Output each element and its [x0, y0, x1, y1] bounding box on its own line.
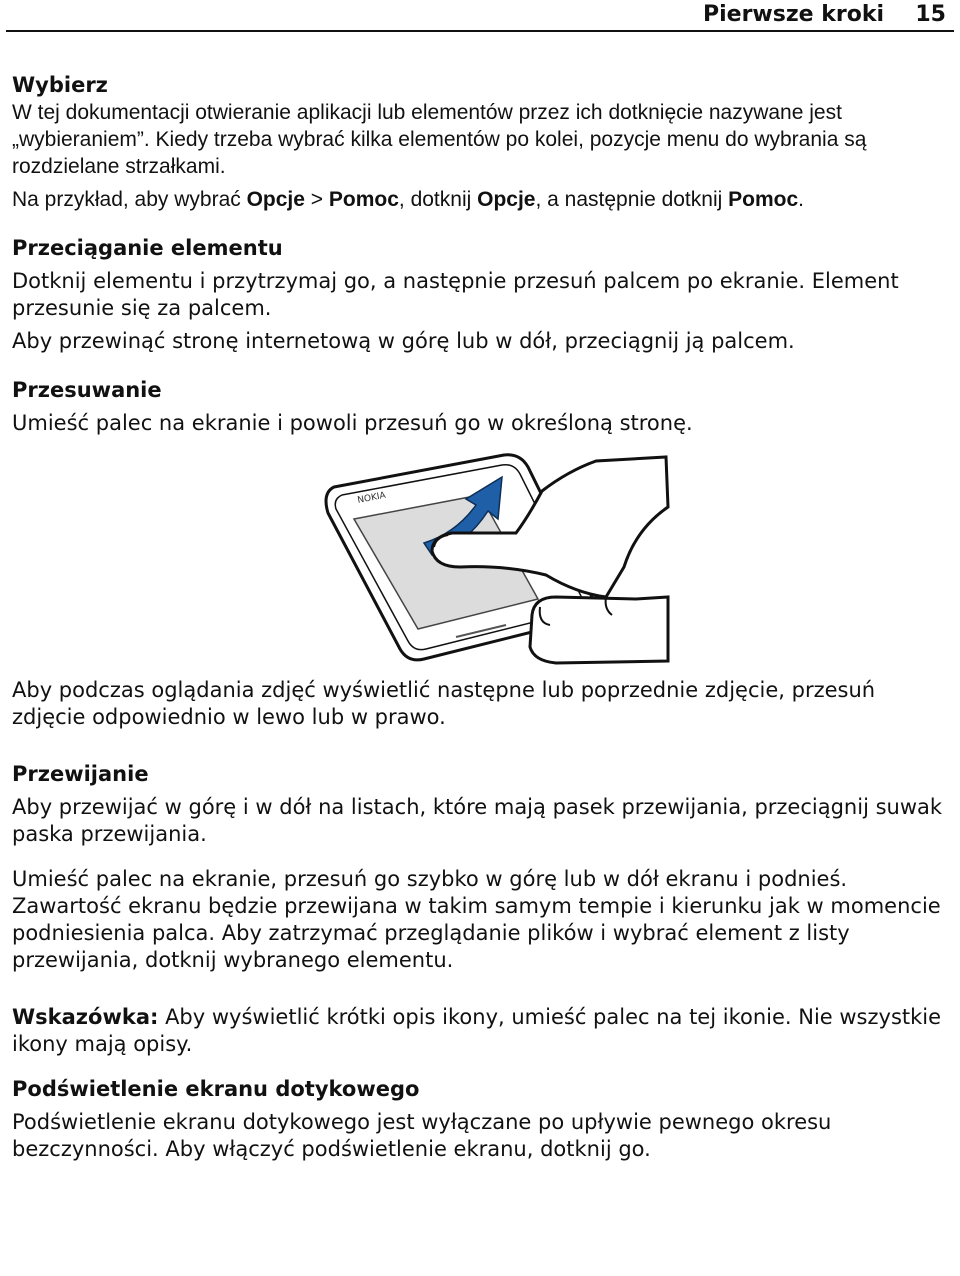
tip-text: Aby wyświetlić krótki opis ikony, umieść palec na tej ikonie. Nie wszystkie ikony mają opisy.	[12, 1005, 942, 1056]
swipe-paragraph-1: Umieść palec na ekranie i powoli przesuń go w określoną stronę.	[12, 411, 693, 435]
menu-path-options: Opcje	[246, 188, 305, 211]
tap-options: Opcje	[477, 188, 536, 211]
page-content	[12, 72, 948, 1163]
section-title: Pierwsze kroki	[702, 2, 884, 27]
drag-paragraph-2: Aby przewinąć stronę internetową w górę lub w dół, przeciągnij ją palcem.	[12, 329, 795, 353]
backlight-paragraph: Podświetlenie ekranu dotykowego jest wyłączane po upływie pewnego okresu bezczynności. Aby włączyć podświetlenie ekranu, dotknij go.	[12, 1110, 832, 1161]
heading-swipe: Przesuwanie	[12, 378, 162, 402]
swipe-paragraph-2: Aby podczas oglądania zdjęć wyświetlić następne lub poprzednie zdjęcie, przesuń zdjęcie odpowiednio w lewo lub w prawo.	[12, 678, 876, 729]
example-end: .	[798, 188, 804, 211]
menu-path-help: Pomoc	[328, 188, 399, 211]
heading-select: Wybierz	[12, 73, 108, 97]
page-number: 15	[915, 2, 946, 27]
page-header	[6, 0, 954, 32]
drag-paragraph-1: Dotknij elementu i przytrzymaj go, a następnie przesuń palcem po ekranie. Element przesunie się za palcem.	[12, 269, 899, 320]
example-prefix: Na przykład, aby wybrać	[12, 188, 247, 211]
heading-drag: Przeciąganie elementu	[12, 236, 283, 260]
scroll-paragraph-1: Aby przewijać w górę i w dół na listach, które mają pasek przewijania, przeciągnij suwak paska przewijania.	[12, 795, 943, 846]
heading-backlight: Podświetlenie ekranu dotykowego	[12, 1077, 420, 1101]
select-paragraph: W tej dokumentacji otwieranie aplikacji lub elementów przez ich dotknięcie nazywane jest „wybieraniem”. Kiedy trzeba wybrać kilka elementów po kolei, pozycje menu do wybrania są rozdzielane strzałkami.	[12, 101, 867, 178]
select-example	[12, 186, 948, 213]
phone-swipe-hand-icon	[306, 447, 676, 677]
tip-paragraph	[12, 1004, 948, 1058]
example-mid2: , a następnie dotknij	[535, 188, 729, 211]
swipe-illustration	[12, 447, 948, 677]
phone-brand: NOKIA	[356, 490, 387, 506]
tip-label: Wskazówka:	[12, 1005, 159, 1029]
example-mid: , dotknij	[398, 188, 478, 211]
scroll-paragraph-2: Umieść palec na ekranie, przesuń go szybko w górę lub w dół ekranu i podnieś. Zawartość ekranu będzie przewijana w takim samym tempie i kierunku jak w momencie podniesienia palca. Aby zatrzymać przeglądanie plików i wybrać element z listy przewijania, dotknij wybranego elementu.	[12, 867, 941, 972]
heading-scroll: Przewijanie	[12, 762, 149, 786]
menu-path-arrow: >	[304, 188, 329, 211]
tap-help: Pomoc	[728, 188, 799, 211]
